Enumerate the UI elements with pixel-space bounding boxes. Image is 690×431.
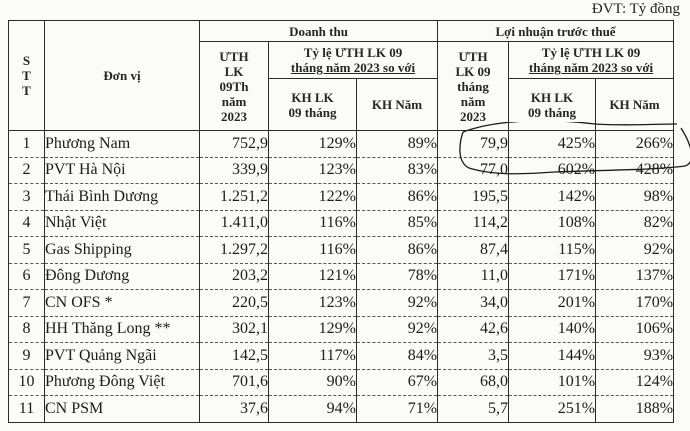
cell-profit-kh-nam: 266% (596, 131, 674, 158)
cell-profit-kh-lk: 251% (509, 396, 596, 423)
table-row (9, 396, 674, 423)
cell-revenue-kh-nam: 86% (357, 184, 438, 211)
header-line: 09 tháng (288, 104, 337, 120)
cell-unit-name: Gas Shipping (45, 237, 200, 264)
header-revenue-actual (200, 42, 269, 131)
cell-revenue-kh-lk: 117% (269, 343, 357, 370)
header-line: 09Th (219, 78, 249, 94)
header-revenue-kh-lk (269, 79, 357, 131)
cell-profit-kh-nam: 428% (596, 157, 674, 184)
cell-profit-kh-lk: 108% (509, 210, 596, 237)
cell-profit-kh-nam: 93% (596, 343, 674, 370)
cell-revenue: 37,6 (200, 396, 269, 423)
table-row (9, 316, 674, 343)
header-profit-group: Lợi nhuận trước thuế (438, 21, 674, 42)
cell-revenue-kh-nam: 92% (357, 316, 438, 343)
header-stt-line: S (22, 53, 31, 68)
cell-stt: 7 (9, 290, 45, 317)
cell-revenue-kh-nam: 67% (357, 369, 438, 396)
table-row (9, 157, 674, 184)
cell-stt: 5 (9, 237, 45, 264)
cell-unit-name: PVT Hà Nội (45, 157, 200, 184)
header-unit: Đơn vị (45, 21, 200, 131)
header-line: KH LK (291, 89, 334, 105)
cell-revenue-kh-nam: 85% (357, 210, 438, 237)
cell-profit: 42,6 (438, 316, 509, 343)
cell-revenue-kh-lk: 123% (269, 290, 357, 317)
cell-revenue-kh-lk: 129% (269, 131, 357, 158)
header-line: năm (221, 93, 247, 109)
table-row (9, 343, 674, 370)
header-profit-actual (438, 42, 509, 131)
cell-revenue-kh-lk: 122% (269, 184, 357, 211)
cell-stt: 4 (9, 210, 45, 237)
header-profit-kh-lk (509, 79, 596, 131)
table-row (9, 210, 674, 237)
cell-stt: 2 (9, 157, 45, 184)
header-line: KH LK (530, 89, 574, 105)
cell-stt: 8 (9, 316, 45, 343)
cell-profit: 77,0 (438, 157, 509, 184)
header-line: năm (460, 93, 486, 109)
header-line: tháng (457, 78, 489, 94)
cell-revenue-kh-nam: 78% (357, 263, 438, 290)
header-line: tháng năm 2023 so với (528, 60, 654, 75)
cell-revenue: 1.251,2 (200, 184, 269, 211)
header-revenue-kh-nam: KH Năm (357, 79, 438, 131)
cell-profit-kh-lk: 101% (509, 369, 596, 396)
cell-profit: 68,0 (438, 369, 509, 396)
cell-stt: 1 (9, 131, 45, 158)
cell-revenue: 302,1 (200, 316, 269, 343)
cell-revenue-kh-lk: 94% (269, 396, 357, 423)
cell-profit: 11,0 (438, 263, 509, 290)
table-row (9, 369, 674, 396)
cell-profit: 195,5 (438, 184, 509, 211)
cell-revenue: 220,5 (200, 290, 269, 317)
table-row (9, 131, 674, 158)
cell-profit-kh-lk: 171% (509, 263, 596, 290)
table-row (9, 184, 674, 211)
cell-stt: 6 (9, 263, 45, 290)
header-stt-line: T (22, 68, 31, 83)
cell-profit-kh-lk: 115% (509, 237, 596, 264)
header-line: Tỷ lệ ƯTH LK 09 (303, 45, 403, 60)
cell-revenue-kh-lk: 116% (269, 237, 357, 264)
cell-profit-kh-nam: 124% (596, 369, 674, 396)
cell-revenue-kh-nam: 86% (357, 237, 438, 264)
cell-revenue-kh-nam: 89% (357, 131, 438, 158)
header-line: LK 09 (455, 63, 491, 79)
cell-profit-kh-lk: 201% (509, 290, 596, 317)
header-line: 2023 (221, 108, 247, 124)
cell-revenue: 1.297,2 (200, 237, 269, 264)
cell-revenue: 1.411,0 (200, 210, 269, 237)
cell-unit-name: Đông Dương (45, 263, 200, 290)
cell-stt: 9 (9, 343, 45, 370)
cell-revenue-kh-lk: 90% (269, 369, 357, 396)
cell-revenue-kh-lk: 129% (269, 316, 357, 343)
cell-profit-kh-lk: 140% (509, 316, 596, 343)
cell-profit: 3,5 (438, 343, 509, 370)
cell-revenue-kh-lk: 123% (269, 157, 357, 184)
cell-profit-kh-nam: 137% (596, 263, 674, 290)
header-line: Tỷ lệ ƯTH LK 09 (541, 45, 641, 60)
cell-profit: 5,7 (438, 396, 509, 423)
unit-label: ĐVT: Tỷ đồng (591, 1, 680, 17)
cell-revenue: 701,6 (200, 369, 269, 396)
cell-revenue-kh-nam: 83% (357, 157, 438, 184)
header-line: LK (224, 63, 244, 79)
cell-profit-kh-nam: 170% (596, 290, 674, 317)
cell-profit: 87,4 (438, 237, 509, 264)
header-stt (9, 21, 45, 131)
cell-unit-name: Thái Bình Dương (45, 184, 200, 211)
cell-profit-kh-nam: 82% (596, 210, 674, 237)
header-line: 09 tháng (528, 104, 577, 120)
cell-profit-kh-lk: 425% (509, 131, 596, 158)
header-revenue-ratio-group (269, 42, 438, 79)
cell-unit-name: Phương Nam (45, 131, 200, 158)
cell-revenue: 203,2 (200, 263, 269, 290)
cell-stt: 3 (9, 184, 45, 211)
cell-unit-name: PVT Quảng Ngãi (45, 343, 200, 370)
header-line: ƯTH (458, 48, 488, 64)
cell-revenue: 142,5 (200, 343, 269, 370)
cell-profit-kh-nam: 106% (596, 316, 674, 343)
header-line: tháng năm 2023 so với (290, 60, 416, 75)
cell-profit-kh-nam: 98% (596, 184, 674, 211)
results-table (8, 20, 674, 423)
table-row (9, 237, 674, 264)
header-line: ƯTH (219, 48, 249, 64)
cell-unit-name: CN PSM (45, 396, 200, 423)
cell-revenue-kh-nam: 84% (357, 343, 438, 370)
cell-profit-kh-nam: 92% (596, 237, 674, 264)
cell-revenue-kh-nam: 71% (357, 396, 438, 423)
cell-profit: 79,9 (438, 131, 509, 158)
header-profit-kh-nam: KH Năm (596, 79, 674, 131)
cell-revenue-kh-nam: 92% (357, 290, 438, 317)
cell-stt: 10 (9, 369, 45, 396)
cell-revenue: 752,9 (200, 131, 269, 158)
header-stt-line: T (22, 83, 31, 98)
cell-profit: 34,0 (438, 290, 509, 317)
cell-profit: 114,2 (438, 210, 509, 237)
cell-profit-kh-nam: 188% (596, 396, 674, 423)
table-row (9, 263, 674, 290)
cell-unit-name: Nhật Việt (45, 210, 200, 237)
cell-revenue: 339,9 (200, 157, 269, 184)
cell-profit-kh-lk: 142% (509, 184, 596, 211)
cell-profit-kh-lk: 602% (509, 157, 596, 184)
cell-unit-name: HH Thăng Long ** (45, 316, 200, 343)
cell-revenue-kh-lk: 116% (269, 210, 357, 237)
cell-unit-name: CN OFS * (45, 290, 200, 317)
cell-revenue-kh-lk: 121% (269, 263, 357, 290)
header-profit-ratio-group (509, 42, 674, 79)
table-row (9, 290, 674, 317)
cell-stt: 11 (9, 396, 45, 423)
header-line: 2023 (460, 108, 487, 124)
cell-profit-kh-lk: 144% (509, 343, 596, 370)
header-revenue-group: Doanh thu (200, 21, 438, 42)
cell-unit-name: Phương Đông Việt (45, 369, 200, 396)
